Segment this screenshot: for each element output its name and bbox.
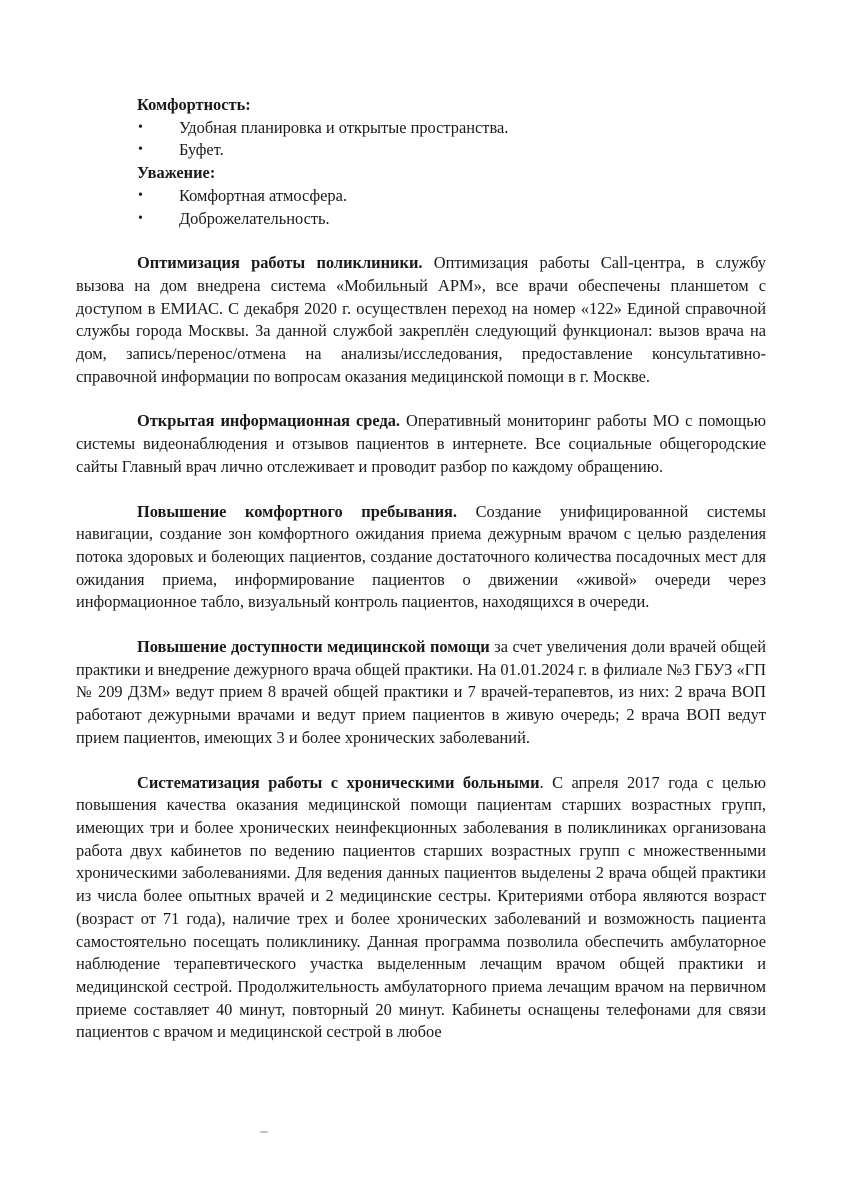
list-item <box>76 185 766 208</box>
paragraph-text: Оптимизация работы Call-центра, в службу вызова на дом внедрена система «Мобильный АРМ», все врачи обеспечены планшетом с доступом в ЕМИАС. С декабря 2020 г. осуществлен переход на номер «122» Единой справочной службы города Москвы. За данной службой закреплён следующий функционал: вызов врача на дом, запись/перенос/отмена на анализы/исследования, предоставление консультативно-справочной информации по вопросам оказания медицинской помощи в г. Москве. <box>76 253 766 386</box>
list-item-text: Комфортная атмосфера. <box>179 185 347 205</box>
paragraph-text: . С апреля 2017 года с целью повышения качества оказания медицинской помощи пациентам старших возрастных групп, имеющих три и более хронических неинфекционных заболевания в поликлиниках организована работа двух кабинетов по ведению пациентов старших возрастных групп с множественными хроническими заболеваниями. Для ведения данных пациентов выделены 2 врача общей практики из числа более опытных врачей и 2 медицинские сестры. Критериями отбора являются возраст (возраст от 71 года), наличие трех и более хронических заболеваний и возможность пациента самостоятельно посещать поликлинику. Данная программа позволила обеспечить амбулаторное наблюдение терапевтического участка выделенным лечащим врачом общей практики и медицинской сестрой. Продолжительность амбулаторного приема лечащим врачом на первичном приеме составляет 40 минут, повторный 20 минут. Кабинеты оснащены телефонами для связи пациентов с врачом и медицинской сестрой в любое <box>76 772 766 1042</box>
paragraph-title: Повышение комфортного пребывания. <box>137 501 457 521</box>
list-item <box>76 117 766 140</box>
list-item <box>76 208 766 231</box>
paragraph-title: Систематизация работы с хроническими больными <box>137 772 540 792</box>
paragraph-accessibility <box>76 636 766 750</box>
comfort-list <box>76 117 766 162</box>
bullet-icon: • <box>138 210 143 226</box>
paragraph-open-information <box>76 410 766 478</box>
list-item-text: Буфет. <box>179 140 224 160</box>
paragraph-title: Повышение доступности медицинской помощи <box>137 637 490 657</box>
list-item-text: Удобная планировка и открытые пространства. <box>179 117 509 137</box>
paragraph-title: Открытая информационная среда. <box>137 411 401 431</box>
bullet-icon: • <box>138 119 143 135</box>
paragraph-text: Оперативный мониторинг работы МО с помощью системы видеонаблюдения и отзывов пациентов в интернете. Все социальные общегородские сайты Главный врач лично отслеживает и проводит разбор по каждому обращению. <box>76 411 767 476</box>
paragraph-clinic-optimization <box>76 252 766 388</box>
comfort-heading: Комфортность: <box>137 95 251 114</box>
paragraph-chronic-patients <box>76 772 766 1044</box>
list-item-text: Доброжелательность. <box>179 208 330 228</box>
respect-list <box>76 185 766 230</box>
respect-heading: Уважение: <box>137 163 216 183</box>
paragraph-comfort-stay <box>76 501 766 615</box>
bullet-icon: • <box>138 142 143 158</box>
lists-block <box>76 94 766 230</box>
scan-mark <box>260 1131 268 1133</box>
paragraph-title: Оптимизация работы поликлиники. <box>137 253 423 273</box>
paragraph-text: за счет увеличения доли врачей общей практики и внедрение дежурного врача общей практики. На 01.01.2024 г. в филиале №3 ГБУЗ «ГП № 209 ДЗМ» ведут прием 8 врачей общей практики и 7 врачей-терапевтов, из них: 2 врача ВОП работают дежурными врачами и ведут прием пациентов в живую очередь; 2 врача ВОП ведут прием пациентов, имеющих 3 и более хронических заболеваний. <box>76 637 766 747</box>
paragraph-text: Создание унифицированной системы навигации, создание зон комфортного ожидания приема дежурным врачом с целью разделения потока здоровых и болеющих пациентов, создание достаточного количества посадочных мест для ожидания приема, информирование пациентов о движении «живой» очереди через информационное табло, визуальный контроль пациентов, находящихся в очереди. <box>76 501 766 612</box>
document-body <box>76 94 766 1044</box>
list-item <box>76 139 766 162</box>
bullet-icon: • <box>138 187 143 203</box>
